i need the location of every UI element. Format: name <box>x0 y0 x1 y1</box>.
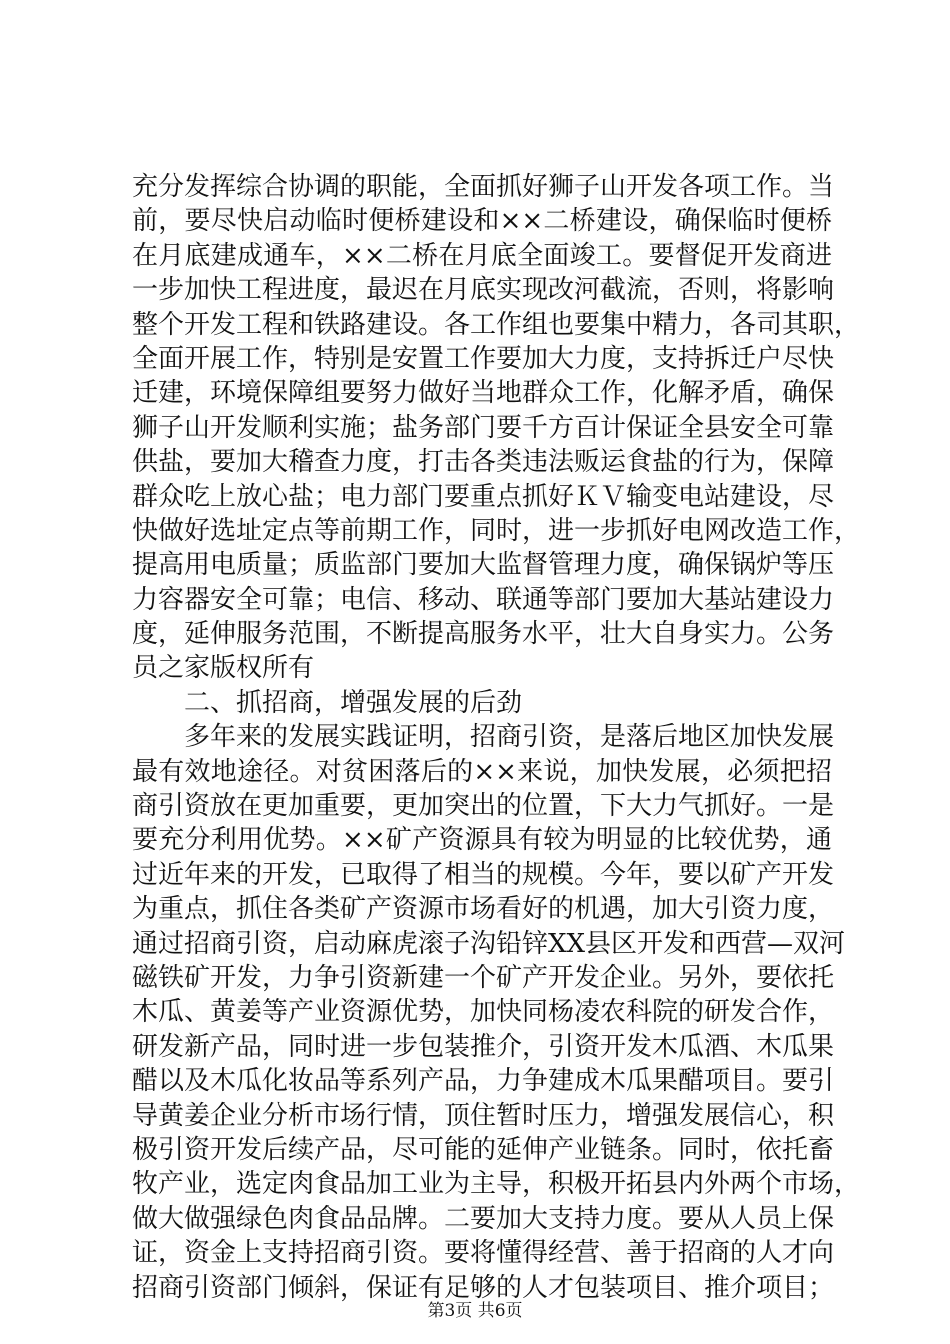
text-line: 导黄姜企业分析市场行情，顶住暂时压力，增强发展信心，积 <box>132 1100 835 1131</box>
text-line: 快做好选址定点等前期工作，同时，进一步抓好电网改造工作， <box>132 515 861 546</box>
text-line: 员之家版权所有 <box>132 653 315 684</box>
text-line: 研发新产品，同时进一步包装推介，引资开发木瓜酒、木瓜果 <box>132 1031 835 1062</box>
text-line: 前，要尽快启动临时便桥建设和××二桥建设，确保临时便桥 <box>132 206 832 237</box>
text-line: 要充分利用优势。××矿产资源具有较为明显的比较优势，通 <box>132 825 832 856</box>
text-line: 提高用电质量；质监部门要加大监督管理力度，确保锅炉等压 <box>132 550 835 581</box>
text-line: 多年来的发展实践证明，招商引资，是落后地区加快发展 <box>184 722 835 753</box>
text-line: 磁铁矿开发，力争引资新建一个矿产开发企业。另外，要依托 <box>132 962 835 993</box>
page-number-footer: 第3页 共6页 <box>427 1301 523 1321</box>
text-line: 木瓜、黄姜等产业资源优势，加快同杨凌农科院的研发合作， <box>132 997 835 1028</box>
text-line: 供盐，要加大稽查力度，打击各类违法贩运食盐的行为，保障 <box>132 447 835 478</box>
section-heading: 二、抓招商，增强发展的后劲 <box>184 687 523 718</box>
text-line: 证，资金上支持招商引资。要将懂得经营、善于招商的人才向 <box>132 1238 835 1269</box>
text-line: 招商引资部门倾斜，保证有足够的人才包装项目、推介项目； <box>132 1272 835 1303</box>
text-line: 极引资开发后续产品，尽可能的延伸产业链条。同时，依托畜 <box>132 1134 835 1165</box>
text-line: 醋以及木瓜化妆品等系列产品，力争建成木瓜果醋项目。要引 <box>132 1066 835 1097</box>
document-body <box>132 170 861 1305</box>
text-line: 做大做强绿色肉食品品牌。二要加大支持力度。要从人员上保 <box>132 1203 835 1234</box>
text-line: 度，延伸服务范围，不断提高服务水平，壮大自身实力。公务 <box>132 619 835 650</box>
text-line: 为重点，抓住各类矿产资源市场看好的机遇，加大引资力度， <box>132 894 835 925</box>
text-line: 迁建，环境保障组要努力做好当地群众工作，化解矛盾，确保 <box>132 378 835 409</box>
text-line: 牧产业，选定肉食品加工业为主导，积极开拓县内外两个市场， <box>132 1169 861 1200</box>
text-line: 整个开发工程和铁路建设。各工作组也要集中精力，各司其职， <box>132 309 861 340</box>
text-line: 过近年来的开发，已取得了相当的规模。今年，要以矿产开发 <box>132 859 835 890</box>
text-line: 群众吃上放心盐；电力部门要重点抓好ＫＶ输变电站建设，尽 <box>132 481 835 512</box>
text-line: 通过招商引资，启动麻虎滚子沟铅锌XX县区开发和西营—双河 <box>132 928 846 959</box>
text-line: 狮子山开发顺利实施；盐务部门要千方百计保证全县安全可靠 <box>132 412 835 443</box>
text-line: 充分发挥综合协调的职能，全面抓好狮子山开发各项工作。当 <box>132 172 835 202</box>
text-line: 一步加快工程进度，最迟在月底实现改河截流，否则，将影响 <box>132 275 835 306</box>
text-line: 力容器安全可靠；电信、移动、联通等部门要加大基站建设力 <box>132 584 835 615</box>
text-line: 在月底建成通车，××二桥在月底全面竣工。要督促开发商进 <box>132 240 832 271</box>
text-line: 最有效地途径。对贫困落后的××来说，加快发展，必须把招 <box>132 756 832 787</box>
text-line: 全面开展工作，特别是安置工作要加大力度，支持拆迁户尽快 <box>132 343 835 374</box>
text-line: 商引资放在更加重要，更加突出的位置，下大力气抓好。一是 <box>132 791 835 822</box>
